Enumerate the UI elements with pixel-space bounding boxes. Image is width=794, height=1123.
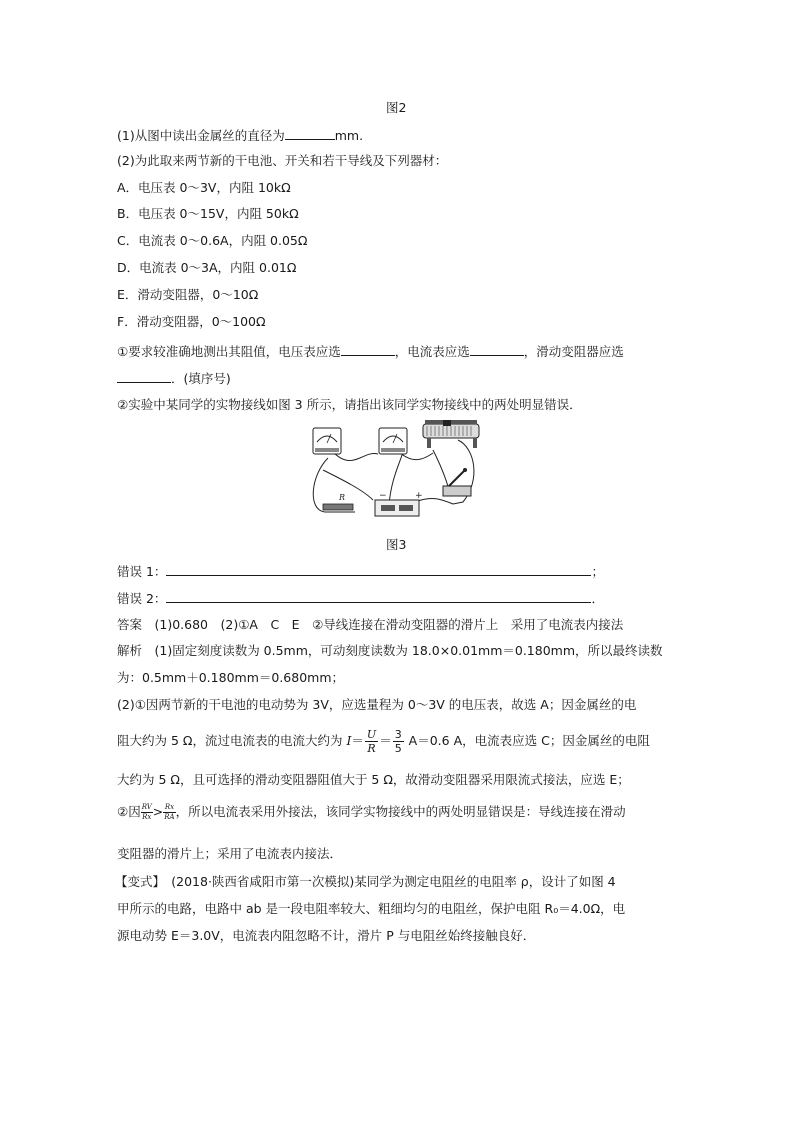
- option-f: F．滑动变阻器，0～100Ω: [117, 314, 266, 329]
- analysis-4-part-b: A＝0.6 A，电流表应选 C；因金属丝的电阻: [404, 733, 650, 748]
- equals-sign: ＝: [379, 733, 392, 748]
- analysis-line-4: [117, 728, 650, 755]
- analysis-line-2: 为：0.5mm＋0.180mm＝0.680mm；: [117, 670, 345, 685]
- plus-label: +: [415, 491, 423, 501]
- variant-line-2: 甲所示的电路，电路中 ab 是一段电阻率较大、粗细均匀的电阻丝，保护电阻 R₀＝4.0Ω，电: [117, 901, 626, 916]
- error-1-label: 错误 1：: [117, 564, 167, 579]
- error-1-end: ；: [591, 564, 604, 579]
- ammeter-icon: [379, 428, 407, 454]
- answer-blank: [341, 343, 395, 356]
- analysis-line-1: 解析 (1)固定刻度读数为 0.5mm，可动刻度读数为 18.0×0.01mm＝0.180mm，所以最终读数: [117, 643, 663, 658]
- sub-question-1-part-d: ．(填序号): [171, 371, 231, 386]
- error-2-end: ．: [591, 591, 604, 606]
- circuit-figure: [303, 420, 481, 522]
- sub-question-1-part-c: ，滑动变阻器应选: [523, 344, 624, 359]
- voltmeter-icon: [313, 428, 341, 454]
- error-2-label: 错误 2：: [117, 591, 167, 606]
- option-a: A．电压表 0～3V，内阻 10kΩ: [117, 180, 291, 195]
- rheostat-icon: [423, 420, 479, 448]
- variant-line-1: 【变式】 (2018·陕西省咸阳市第一次模拟)某同学为测定电阻丝的电阻率 ρ，设计了如图 4: [115, 874, 616, 889]
- analysis-line-3: (2)①因两节新的干电池的电动势为 3V，应选量程为 0～3V 的电压表，故选 A；因金属丝的电: [117, 697, 637, 712]
- resistor-label: R: [339, 493, 346, 502]
- answer-blank: [166, 563, 591, 576]
- answer-line: 答案 (1)0.680 (2)①A C E ②导线连接在滑动变阻器的滑片上 采用了电流表内接法: [117, 617, 624, 632]
- resistor-icon: [323, 504, 353, 510]
- option-c: C．电流表 0～0.6A，内阻 0.05Ω: [117, 233, 308, 248]
- answer-blank: [117, 370, 171, 383]
- current-symbol: I: [346, 733, 352, 748]
- analysis-line-7: 变阻器的滑片上；采用了电流表内接法．: [117, 846, 343, 861]
- equals-sign: ＝: [351, 733, 364, 748]
- answer-blank: [470, 343, 524, 356]
- option-d: D．电流表 0～3A，内阻 0.01Ω: [117, 260, 297, 275]
- analysis-line-5: 大约为 5 Ω，且可选择的滑动变阻器阻值大于 5 Ω，故滑动变阻器采用限流式接法，应选 E；: [117, 772, 630, 787]
- error-2: [117, 590, 604, 607]
- analysis-6-part-b: ，所以电流表采用外接法，该同学实物接线中的两处明显错误是：导线连接在滑动: [175, 804, 626, 819]
- fig3-caption: 图3: [386, 537, 407, 552]
- greater-than: >: [152, 804, 164, 819]
- minus-label: −: [379, 491, 387, 501]
- switch-icon: [443, 468, 471, 496]
- analysis-4-part-a: 阻大约为 5 Ω，流过电流表的电流大约为: [117, 733, 347, 748]
- sub-question-2: ②实验中某同学的实物接线如图 3 所示，请指出该同学实物接线中的两处明显错误．: [117, 397, 582, 412]
- sub-question-1-cont: [117, 370, 231, 387]
- fig2-caption: 图2: [386, 100, 407, 115]
- three-over-five-fraction: $\frac{3}{5}$: [394, 728, 402, 755]
- error-1: [117, 563, 604, 580]
- option-b: B．电压表 0～15V，内阻 50kΩ: [117, 206, 299, 221]
- question-1: [117, 127, 363, 144]
- rv-over-rx-fraction: $\frac{RV}{Rx}$: [141, 803, 152, 821]
- sub-question-1-part-a: ①要求较准确地测出其阻值，电压表应选: [117, 344, 341, 359]
- question-1-unit: mm.: [334, 128, 364, 143]
- answer-blank: [166, 590, 591, 603]
- answer-blank: [285, 127, 335, 140]
- u-over-r-fraction: $\frac{U}{R}$: [366, 728, 377, 755]
- analysis-line-6: [117, 803, 626, 822]
- sub-question-1: [117, 343, 624, 360]
- question-1-text: (1)从图中读出金属丝的直径为: [117, 128, 285, 143]
- question-2-intro: (2)为此取来两节新的干电池、开关和若干导线及下列器材：: [117, 153, 448, 168]
- analysis-6-part-a: ②因: [117, 804, 141, 819]
- option-e: E．滑动变阻器，0～10Ω: [117, 287, 259, 302]
- battery-icon: [375, 500, 419, 516]
- rx-over-ra-fraction: $\frac{Rx}{RA}$: [164, 803, 175, 821]
- variant-line-3: 源电动势 E＝3.0V，电流表内阻忽略不计，滑片 P 与电阻丝始终接触良好．: [117, 928, 536, 943]
- sub-question-1-part-b: ，电流表应选: [394, 344, 470, 359]
